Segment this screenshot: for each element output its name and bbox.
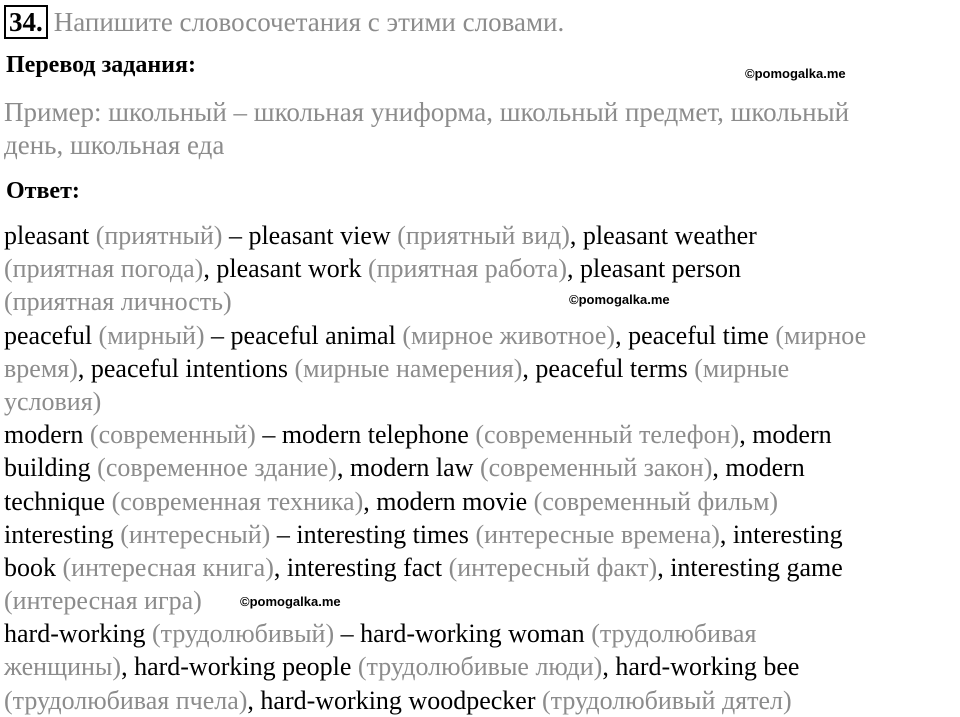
translation-fragment: (мирные <box>694 353 790 383</box>
phrase-fragment: – peaceful animal <box>204 320 403 350</box>
answer-heading: Ответ: <box>6 178 80 204</box>
watermark: ©pomogalka.me <box>240 594 341 609</box>
answer-line <box>4 385 960 418</box>
answer-line <box>4 650 960 683</box>
answer-line <box>4 485 960 518</box>
phrase-fragment: peaceful <box>4 320 99 350</box>
translation-fragment: (трудолюбивый) <box>152 619 335 649</box>
translation-fragment: (интересный факт) <box>448 552 658 582</box>
phrase-fragment: modern <box>4 420 90 450</box>
phrase-fragment: , interesting <box>719 519 843 549</box>
phrase-fragment: , modern <box>739 420 832 450</box>
watermark: ©pomogalka.me <box>745 66 846 81</box>
translation-fragment: (мирный) <box>98 320 205 350</box>
answer-line <box>4 584 960 617</box>
phrase-fragment: – hard-working woman <box>334 619 592 649</box>
phrase-fragment: book <box>4 552 63 582</box>
answer-line <box>4 551 960 584</box>
translation-fragment: (приятный вид) <box>397 221 570 250</box>
phrase-fragment: , peaceful terms <box>522 353 695 383</box>
translation-fragment: женщины) <box>4 652 122 682</box>
phrase-fragment: – interesting times <box>270 519 476 549</box>
phrase-fragment: hard-working <box>4 619 153 649</box>
translation-fragment: время) <box>4 353 78 383</box>
translation-fragment: (трудолюбивая <box>591 619 757 649</box>
phrase-fragment: , modern movie <box>363 486 534 516</box>
answer-line <box>4 684 960 717</box>
translation-fragment: условия) <box>4 386 102 416</box>
translation-fragment: (интересный) <box>120 519 271 549</box>
phrase-fragment: interesting <box>4 519 121 549</box>
example-line: Пример: школьный – школьная униформа, школьный предмет, школьный <box>4 97 850 127</box>
translation-fragment: (современный телефон) <box>475 420 740 450</box>
translation-fragment: (современный) <box>89 420 256 450</box>
translation-fragment: (приятная работа) <box>367 254 567 284</box>
translation-fragment: (современное здание) <box>97 453 337 483</box>
answer-line <box>4 451 960 484</box>
translation-fragment: (трудолюбивые люди) <box>357 652 603 682</box>
phrase-fragment: building <box>4 453 98 483</box>
translation-heading: Перевод задания: <box>6 52 196 78</box>
translation-fragment: (интересные времена) <box>475 519 720 549</box>
phrase-fragment: , interesting fact <box>273 552 449 582</box>
translation-fragment: (современный закон) <box>479 453 713 483</box>
answer-line <box>4 319 960 352</box>
phrase-fragment: , modern law <box>336 453 480 483</box>
phrase-fragment: – pleasant view <box>222 221 398 250</box>
translation-fragment: (приятная погода) <box>4 254 204 284</box>
translation-fragment: (приятная личность) <box>4 287 232 317</box>
phrase-fragment: , modern <box>712 453 805 483</box>
task-header <box>4 4 564 40</box>
example-line: день, школьная еда <box>4 130 225 161</box>
phrase-fragment: , pleasant person <box>567 254 742 284</box>
example-text <box>4 96 954 162</box>
answer-line <box>4 352 960 385</box>
translation-fragment: (мирное <box>775 320 867 350</box>
translation-fragment: (современный фильм) <box>533 486 779 516</box>
translation-fragment: (приятный) <box>95 221 223 250</box>
watermark: ©pomogalka.me <box>569 292 670 307</box>
translation-fragment: (мирные намерения) <box>294 353 523 383</box>
translation-fragment: (интересная книга) <box>62 552 274 582</box>
answer-line <box>4 285 960 318</box>
translation-fragment: (интересная игра) <box>4 586 202 616</box>
phrase-fragment: , interesting game <box>657 552 843 582</box>
translation-fragment: (трудолюбивая пчела) <box>4 685 248 715</box>
translation-fragment: (современная техника) <box>111 486 364 516</box>
phrase-fragment: technique <box>4 486 112 516</box>
phrase-fragment: , hard-working bee <box>602 652 800 682</box>
phrase-fragment: pleasant <box>4 221 96 250</box>
translation-fragment: (мирное животное) <box>402 320 616 350</box>
answer-line <box>4 219 960 252</box>
translation-fragment: (трудолюбивый дятел) <box>542 685 792 715</box>
phrase-fragment: , pleasant work <box>203 254 368 284</box>
phrase-fragment: , pleasant weather <box>569 221 757 250</box>
answer-line <box>4 518 960 551</box>
task-number: 34. <box>4 5 48 39</box>
phrase-fragment: , hard-working woodpecker <box>247 685 542 715</box>
phrase-fragment: , peaceful intentions <box>77 353 295 383</box>
answer-text <box>4 219 960 717</box>
phrase-fragment: , peaceful time <box>615 320 776 350</box>
answer-line <box>4 418 960 451</box>
task-text: Напишите словосочетания с этими словами. <box>53 6 565 37</box>
answer-line <box>4 617 960 650</box>
phrase-fragment: – modern telephone <box>255 420 476 450</box>
answer-line <box>4 252 960 285</box>
phrase-fragment: , hard-working people <box>121 652 358 682</box>
